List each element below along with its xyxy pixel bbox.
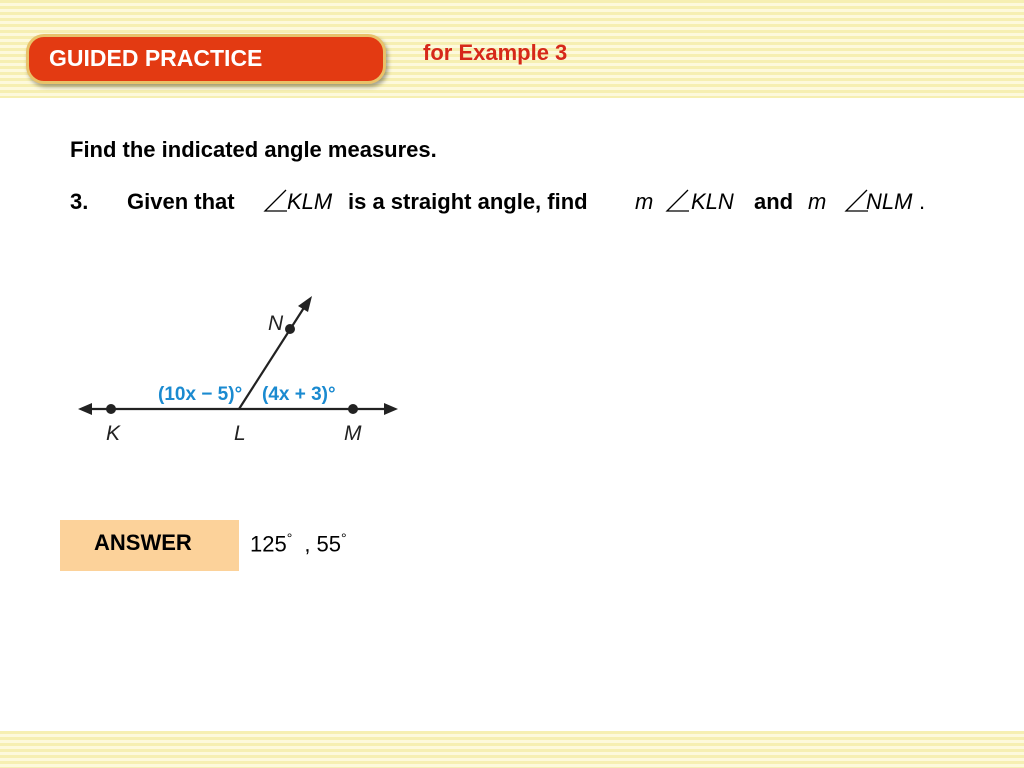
degree-symbol: ° bbox=[341, 530, 347, 546]
period: . bbox=[919, 189, 926, 214]
measure-symbol: m bbox=[808, 189, 827, 214]
label-l: L bbox=[234, 422, 246, 445]
footer-band bbox=[0, 731, 1024, 768]
angle-icon bbox=[664, 187, 690, 213]
given-that-text: Given that bbox=[127, 189, 235, 214]
problem-number: 3. bbox=[70, 189, 89, 214]
example-reference: for Example 3 bbox=[423, 40, 568, 65]
and-text: and bbox=[754, 189, 794, 214]
degree-symbol: ° bbox=[286, 530, 293, 546]
angle-icon bbox=[262, 187, 288, 213]
left-arrowhead bbox=[78, 403, 92, 415]
angle-nlm-name: NLM bbox=[866, 189, 913, 214]
answer-label: ANSWER bbox=[94, 530, 192, 555]
instruction-text: Find the indicated angle measures. bbox=[70, 137, 437, 162]
answer-label-box bbox=[60, 520, 239, 571]
badge-label: GUIDED PRACTICE bbox=[49, 45, 263, 71]
point-m bbox=[348, 404, 358, 414]
label-m: M bbox=[344, 422, 362, 445]
answer-value-1: 125 bbox=[250, 531, 287, 557]
answer-value-2: , 55 bbox=[304, 531, 342, 557]
straight-angle-text: is a straight angle, find bbox=[348, 189, 588, 214]
guided-practice-badge bbox=[26, 34, 386, 84]
point-k bbox=[106, 404, 116, 414]
right-arrowhead bbox=[384, 403, 398, 415]
label-k: K bbox=[106, 422, 121, 445]
ray-arrowhead bbox=[298, 296, 312, 312]
angle-klm-name: KLM bbox=[287, 189, 333, 214]
angle-kln-expression: (10x − 5)° bbox=[158, 384, 243, 405]
angle-nlm-expression: (4x + 3)° bbox=[262, 384, 336, 405]
label-n: N bbox=[268, 312, 284, 335]
point-n bbox=[285, 324, 295, 334]
angle-kln-name: KLN bbox=[691, 189, 734, 214]
problem-statement bbox=[70, 189, 970, 219]
angle-diagram bbox=[70, 285, 410, 455]
answer-values bbox=[250, 530, 347, 557]
measure-symbol: m bbox=[635, 189, 654, 214]
